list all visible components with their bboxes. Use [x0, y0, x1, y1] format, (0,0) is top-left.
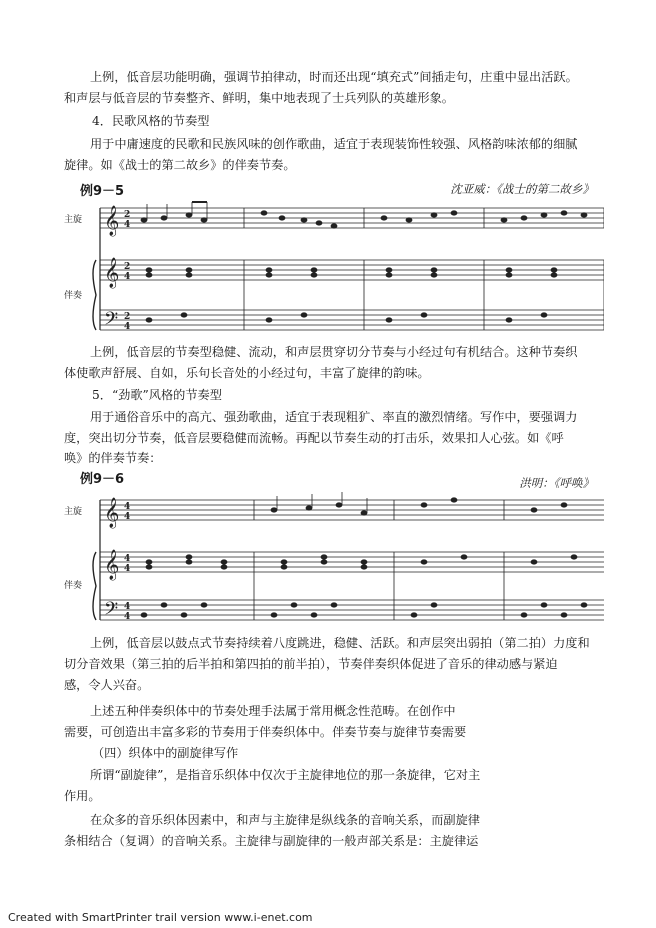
treble-staff	[100, 260, 604, 280]
svg-text:4: 4	[124, 272, 131, 282]
paragraph-line: 体使歌声舒展、自如，乐句长音处的小经过句，丰富了旋律的韵味。	[64, 366, 430, 380]
paragraph-line: 所谓“副旋律”，是指音乐织体中仅次于主旋律地位的那一条旋律，它对主	[90, 768, 481, 782]
staff-label-accompaniment: 伴奏	[64, 581, 83, 591]
bass-staff	[100, 600, 604, 620]
svg-text:2: 2	[124, 262, 131, 272]
paragraph-line: 上例，低音层的节奏型稳健、流动，和声层贯穿切分节奏与小经过句有机结合。这种节奏织	[90, 345, 578, 359]
svg-text:4: 4	[124, 220, 131, 230]
section-heading: （四）织体中的副旋律写作	[92, 746, 239, 760]
paragraph-line: 切分音效果（第三拍的后半拍和第四拍的前半拍），节奏伴奏织体促进了音乐的律动感与紧迫	[64, 657, 558, 671]
staff-label-melody: 主旋	[64, 215, 83, 225]
svg-text:4: 4	[124, 602, 131, 612]
section-heading: 5．“劲歌”风格的节奏型	[92, 388, 222, 402]
svg-text:2: 2	[124, 210, 131, 220]
svg-text:4: 4	[124, 502, 131, 512]
example-source: 沈亚威：《战士的第二故乡》	[450, 182, 594, 196]
paragraph-line: 上述五种伴奏织体中的节奏处理手法属于常用概念性范畴。在创作中	[90, 704, 456, 718]
svg-text:𝄞: 𝄞	[104, 550, 120, 580]
paragraph-line: 需要，可创造出丰富多彩的节奏用于伴奏织体中。伴奏节奏与旋律节奏需要	[64, 725, 467, 739]
svg-text:4: 4	[124, 512, 131, 522]
paragraph-line: 用于中庸速度的民歌和民族风味的创作歌曲，适宜于表现装饰性较强、风格韵味浓郁的细腻	[90, 137, 578, 151]
example-label: 例9－5	[80, 184, 125, 199]
staff-label-accompaniment: 伴奏	[64, 291, 83, 301]
paragraph-line: 感，令人兴奋。	[64, 678, 150, 692]
svg-text:𝄞: 𝄞	[104, 206, 120, 236]
example-source: 洪明：《呼唤》	[519, 476, 594, 490]
svg-text:𝄢: 𝄢	[104, 309, 119, 334]
svg-text:4: 4	[124, 564, 131, 574]
music-score-example-9-5	[64, 198, 604, 338]
svg-text:𝄞: 𝄞	[104, 498, 120, 528]
staff-label-melody: 主旋	[64, 507, 83, 517]
paragraph-line: 上例，低音层以鼓点式节奏持续着八度跳进，稳健、活跃。和声层突出弱拍（第二拍）力度和	[90, 636, 590, 650]
paragraph-line: 条相结合（复调）的音响关系。主旋律与副旋律的一般声部关系是：主旋律运	[64, 834, 479, 848]
melody-staff	[100, 208, 604, 228]
paragraph-line: 上例，低音层功能明确，强调节拍律动，时而还出现“填充式”间插走句，庄重中显出活跃。	[90, 70, 578, 84]
paragraph-line: 在众多的音乐织体因素中，和声与主旋律是纵线条的音响关系，而副旋律	[90, 813, 480, 827]
watermark-footer: Created with SmartPrinter trail version www.i-enet.com	[8, 911, 313, 924]
melody-staff	[100, 500, 604, 520]
svg-text:4: 4	[124, 612, 131, 622]
music-score-example-9-6	[64, 488, 604, 628]
svg-text:4: 4	[124, 322, 131, 332]
paragraph-line: 和声层与低音层的节奏整齐、鲜明，集中地表现了士兵列队的英雄形象。	[64, 91, 454, 105]
paragraph-line: 唤》的伴奏节奏：	[64, 451, 162, 465]
treble-staff	[100, 552, 604, 572]
paragraph-line: 旋律。如《战士的第二故乡》的伴奏节奏。	[64, 158, 296, 172]
paragraph-line: 度，突出切分节奏，低音层要稳健而流畅。再配以节奏生动的打击乐，效果扣人心弦。如《呼	[64, 431, 564, 445]
svg-text:4: 4	[124, 554, 131, 564]
bass-staff	[100, 310, 604, 330]
section-heading: 4．民歌风格的节奏型	[92, 114, 210, 128]
example-label: 例9－6	[80, 472, 125, 487]
paragraph-line: 用于通俗音乐中的高亢、强劲歌曲，适宜于表现粗犷、率直的激烈情绪。写作中，要强调力	[90, 410, 578, 424]
svg-text:2: 2	[124, 312, 131, 322]
svg-text:𝄞: 𝄞	[104, 258, 120, 288]
svg-text:𝄢: 𝄢	[104, 599, 119, 624]
paragraph-line: 作用。	[64, 789, 101, 803]
